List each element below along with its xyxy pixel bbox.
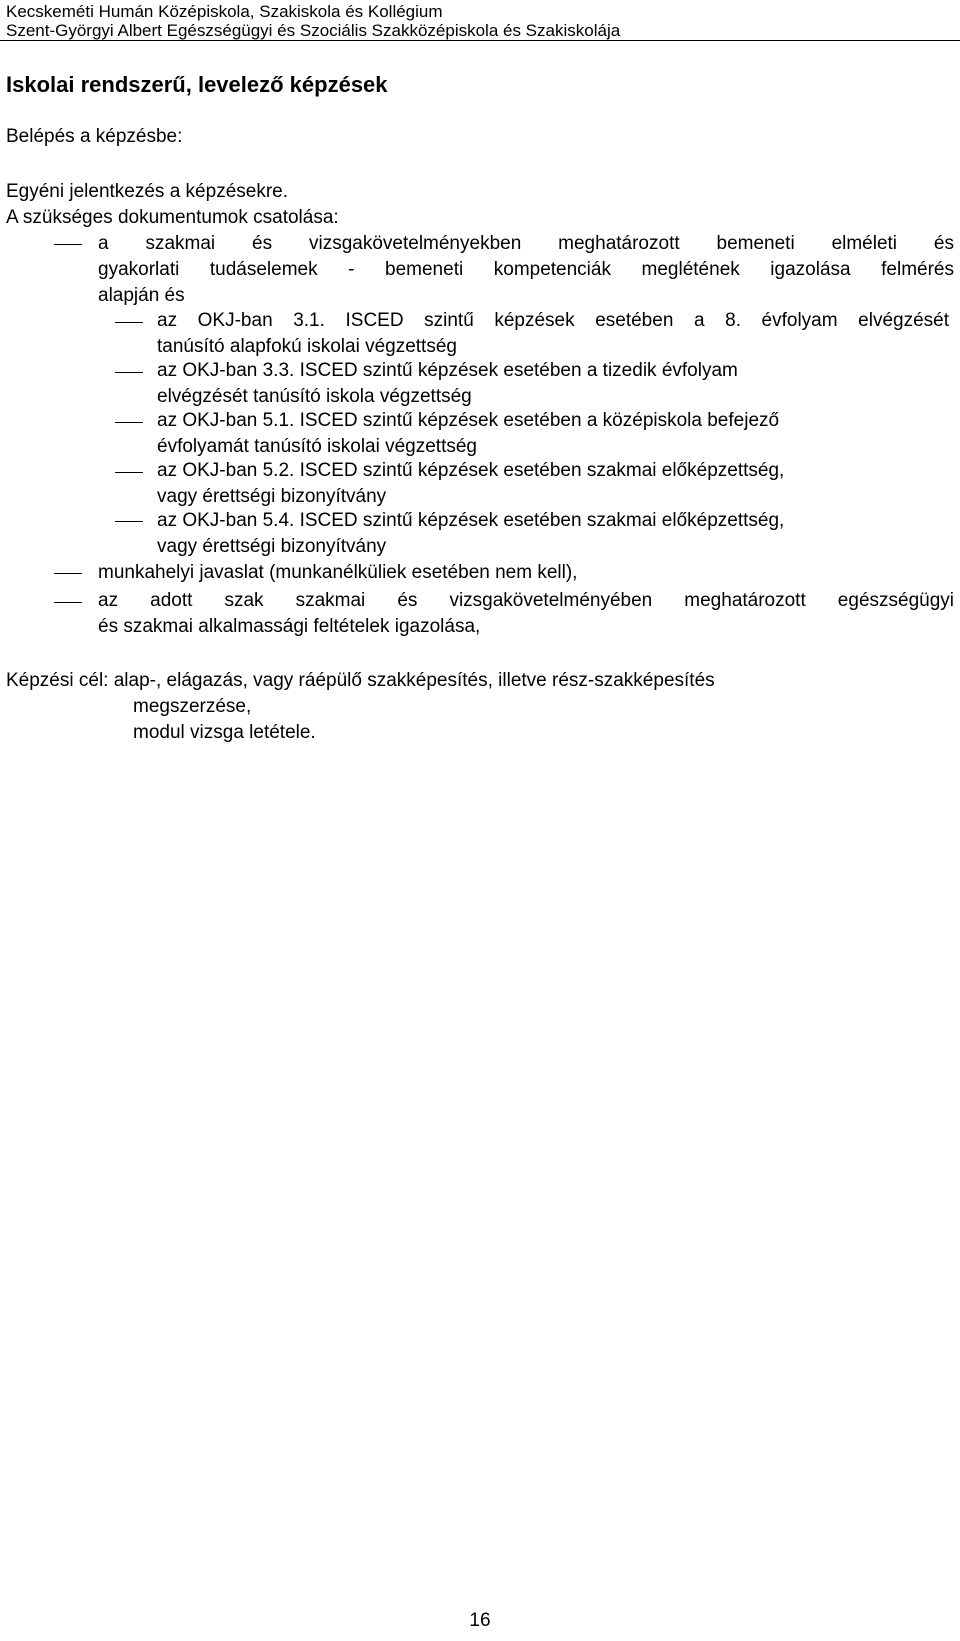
subitem-4-line-1: az OKJ-ban 5.2. ISCED szintű képzések esetében szakmai előképzettség, xyxy=(157,460,785,481)
subitem-4-line-2: vagy érettségi bizonyítvány xyxy=(157,486,387,507)
application-text: Egyéni jelentkezés a képzésekre. xyxy=(6,181,288,202)
subitem-2-line-1: az OKJ-ban 3.3. ISCED szintű képzések esetében a tizedik évfolyam xyxy=(157,360,738,381)
header-line-1: Kecskeméti Humán Középiskola, Szakiskola és Kollégium xyxy=(6,2,443,21)
school-name-header xyxy=(6,2,956,40)
subitem-5-line-2: vagy érettségi bizonyítvány xyxy=(157,536,387,557)
subitem-3-line-2: évfolyamát tanúsító iskolai végzettség xyxy=(157,436,478,457)
list-dash xyxy=(54,244,82,245)
item1-line-3: alapján és xyxy=(98,285,185,306)
item1-line-2: gyakorlati tudáselemek - bemeneti kompetenciák meglétének igazolása felmérés xyxy=(98,259,954,280)
subitem-1-line-2: tanúsító alapfokú iskolai végzettség xyxy=(157,336,457,357)
page-number: 16 xyxy=(469,1610,491,1631)
sublist-dash xyxy=(115,372,143,373)
sublist-dash xyxy=(115,322,143,323)
entry-heading: Belépés a képzésbe: xyxy=(6,126,183,147)
documents-heading: A szükséges dokumentumok csatolása: xyxy=(6,207,339,228)
sublist-dash xyxy=(115,472,143,473)
item2-text: munkahelyi javaslat (munkanélküliek esetében nem kell), xyxy=(98,562,578,583)
sublist-dash xyxy=(115,521,143,522)
header-line-2: Szent-Györgyi Albert Egészségügyi és Szociális Szakközépiskola és Szakiskolája xyxy=(6,21,621,40)
header-divider xyxy=(0,40,960,41)
subitem-1-line-1: az OKJ-ban 3.1. ISCED szintű képzések esetében a 8. évfolyam elvégzését xyxy=(157,310,949,331)
goal-line-2: megszerzése, xyxy=(133,696,252,717)
item1-line-1: a szakmai és vizsgakövetelményekben meghatározott bemeneti elméleti és xyxy=(98,233,954,254)
item3-line-1: az adott szak szakmai és vizsgakövetelményében meghatározott egészségügyi xyxy=(98,590,954,611)
subitem-5-line-1: az OKJ-ban 5.4. ISCED szintű képzések esetében szakmai előképzettség, xyxy=(157,510,785,531)
goal-line-1: Képzési cél: alap-, elágazás, vagy ráépülő szakképesítés, illetve rész-szakképesítés xyxy=(6,670,715,691)
page-title: Iskolai rendszerű, levelező képzések xyxy=(6,72,388,97)
list-dash xyxy=(54,573,82,574)
goal-line-3: modul vizsga letétele. xyxy=(133,722,316,743)
subitem-3-line-1: az OKJ-ban 5.1. ISCED szintű képzések esetében a középiskola befejező xyxy=(157,410,780,431)
item3-line-2: és szakmai alkalmassági feltételek igazolása, xyxy=(98,616,481,637)
sublist-dash xyxy=(115,422,143,423)
list-dash xyxy=(54,602,82,603)
subitem-2-line-2: elvégzését tanúsító iskola végzettség xyxy=(157,386,472,407)
